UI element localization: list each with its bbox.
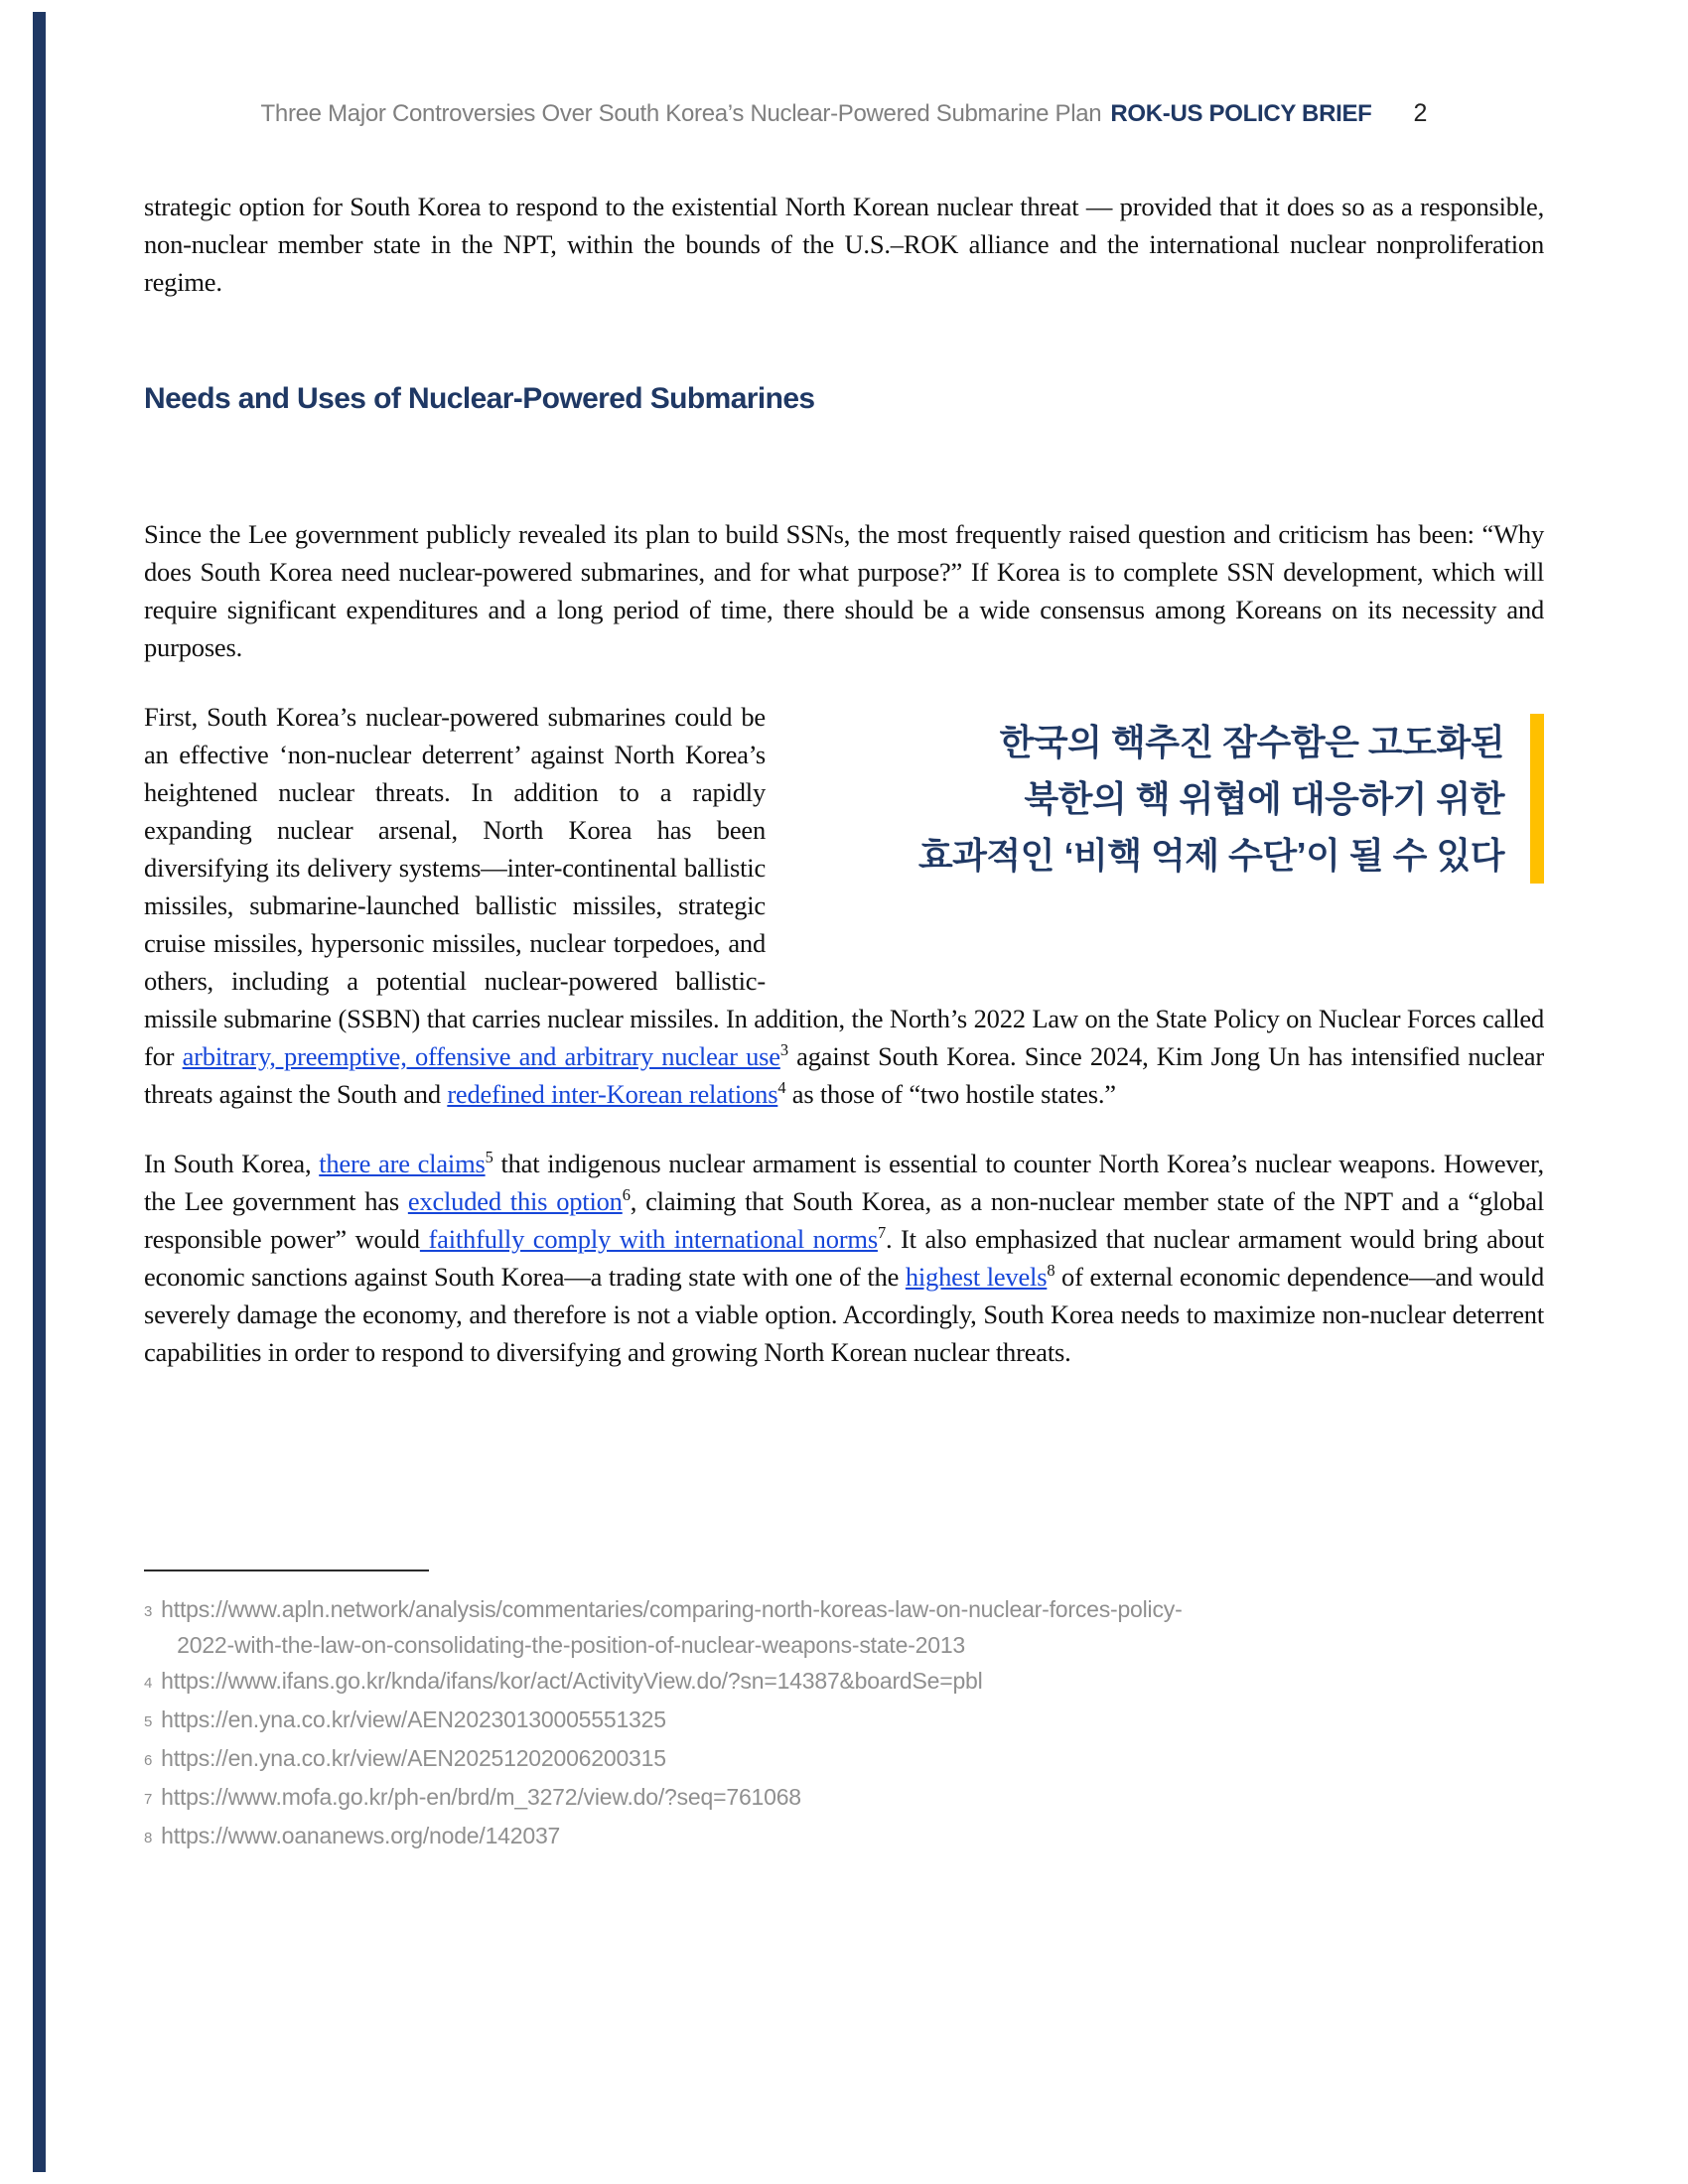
- page-number: 2: [1413, 99, 1428, 127]
- footnote-ref: 7: [877, 1223, 886, 1243]
- hyperlink[interactable]: excluded this option: [407, 1186, 623, 1216]
- text-run: against South Korea. Since 2024, Kim Jong Un has intensified nuclear threats against the South and: [144, 1041, 1544, 1109]
- footnote-url: https://www.oananews.org/node/142037: [161, 1823, 561, 1848]
- footnote: [144, 1702, 1544, 1740]
- korean-pull-quote: [801, 714, 1544, 884]
- text-run: In South Korea,: [144, 1149, 320, 1178]
- pull-quote-text: [801, 714, 1530, 884]
- since-paragraph: Since the Lee government publicly revealed its plan to build SSNs, the most frequently raised question and criticism has been: “Why does South Korea need nuclear-powered submarines, and for what purpose?” If Korea is to complete SSN development, which will require significant expenditures and a long period of time, there should be a wide consensus among Koreans on its necessity and purposes.: [144, 519, 1544, 662]
- footnote-url: https://en.yna.co.kr/view/AEN20230130005551325: [161, 1706, 666, 1732]
- hyperlink[interactable]: redefined inter-Korean relations: [447, 1079, 778, 1109]
- footnote-number: 4: [144, 1675, 153, 1692]
- text-run: of external economic dependence—and would severely damage the economy, and therefore is not a viable option. Accordingly, South Korea needs to maximize non-nuclear deterrent capabilities in order to respond to diversifying and growing North Korean nuclear threats.: [144, 1262, 1545, 1367]
- second-argument-paragraph: [144, 1145, 1544, 1371]
- hyperlink[interactable]: there are claims: [319, 1149, 486, 1178]
- footnotes-section: [144, 1570, 1544, 1856]
- pull-quote-line: 효과적인 ‘비핵 억제 수단’이 될 수 있다: [917, 835, 1504, 876]
- footnote: [144, 1779, 1544, 1818]
- footnote-ref: 3: [779, 1040, 788, 1060]
- pull-quote-line: 북한의 핵 위협에 대응하기 위한: [1024, 778, 1504, 819]
- footnote-number: 7: [144, 1791, 153, 1808]
- text-run: that indigenous nuclear armament is essential to counter North Korea’s nuclear weapons. However, the Lee government has: [144, 1149, 1544, 1216]
- footnote-ref: 4: [777, 1078, 786, 1098]
- text-run: as those of “two hostile states.”: [785, 1079, 1116, 1109]
- footnote: [144, 1818, 1544, 1856]
- left-accent-bar: [33, 12, 46, 2172]
- footnote: [144, 1591, 1544, 1663]
- hyperlink[interactable]: highest levels: [905, 1262, 1048, 1292]
- intro-paragraph: strategic option for South Korea to respond to the existential North Korean nuclear threat — provided that it does so as a responsible, non-nuclear member state in the NPT, within the bounds of the U.S.–ROK alliance and the international nuclear nonproliferation regime.: [144, 192, 1544, 297]
- page-header: [144, 0, 1544, 128]
- running-title: Three Major Controversies Over South Korea’s Nuclear-Powered Submarine Plan: [260, 100, 1102, 127]
- text-run: . It also emphasized that nuclear armament would bring about economic sanctions against South Korea—a trading state with one of the: [144, 1224, 1544, 1292]
- text-run: First, South Korea’s nuclear-powered submarines could be an effective ‘non-nuclear deterrent’ against North Korea’s heightened nuclear threats. In addition to a rapidly expanding nuclear arsenal, North Korea has been diversifying its delivery systems—inter-continental ballistic missiles, submarine-launched ballistic missiles, strategic cruise missiles, hypersonic missiles, nuclear torpedoes, and others, including a potential nuclear-powered ballistic-missile submarine (SSBN) that carries nuclear missiles. In addition, the North’s 2022 Law on the State Policy on Nuclear Forces called for: [144, 702, 1544, 1071]
- footnote-url: https://www.ifans.go.kr/knda/ifans/kor/act/ActivityView.do/?sn=14387&boardSe=pbl: [161, 1668, 983, 1694]
- section-heading: Needs and Uses of Nuclear-Powered Submarines: [144, 382, 815, 415]
- footnote-url: https://www.apln.network/analysis/commentaries/comparing-north-koreas-law-on-nuclear-forces-policy-: [161, 1596, 1183, 1622]
- footnote-ref: 6: [622, 1185, 631, 1205]
- footnote-number: 8: [144, 1830, 153, 1846]
- second-argument-text: [144, 1149, 1544, 1367]
- text-run: , claiming that South Korea, as a non-nuclear member state of the NPT and a “global responsible power” would: [144, 1186, 1544, 1254]
- footnote-url: https://en.yna.co.kr/view/AEN20251202006200315: [161, 1745, 666, 1771]
- pull-quote-line: 한국의 핵추진 잠수함은 고도화된: [999, 722, 1504, 762]
- footnote: [144, 1740, 1544, 1779]
- footnote-url: https://www.mofa.go.kr/ph-en/brd/m_3272/view.do/?seq=761068: [161, 1784, 801, 1810]
- hyperlink[interactable]: arbitrary, preemptive, offensive and arbitrary nuclear use: [182, 1041, 780, 1071]
- first-argument-paragraph: [144, 698, 1544, 1113]
- footnote-number: 5: [144, 1713, 153, 1730]
- footnote-number: 3: [144, 1603, 153, 1620]
- footnote-url-continuation: 2022-with-the-law-on-consolidating-the-position-of-nuclear-weapons-state-2013: [177, 1632, 966, 1658]
- footnote-ref: 8: [1047, 1261, 1055, 1281]
- footnote-ref: 5: [485, 1148, 493, 1167]
- footnote-number: 6: [144, 1752, 153, 1769]
- footnote: [144, 1663, 1544, 1702]
- brand-title: ROK-US POLICY BRIEF: [1110, 100, 1372, 127]
- footnote-separator: [144, 1570, 429, 1571]
- quote-accent-bar: [1530, 714, 1544, 884]
- hyperlink[interactable]: faithfully comply with international norms: [419, 1224, 878, 1254]
